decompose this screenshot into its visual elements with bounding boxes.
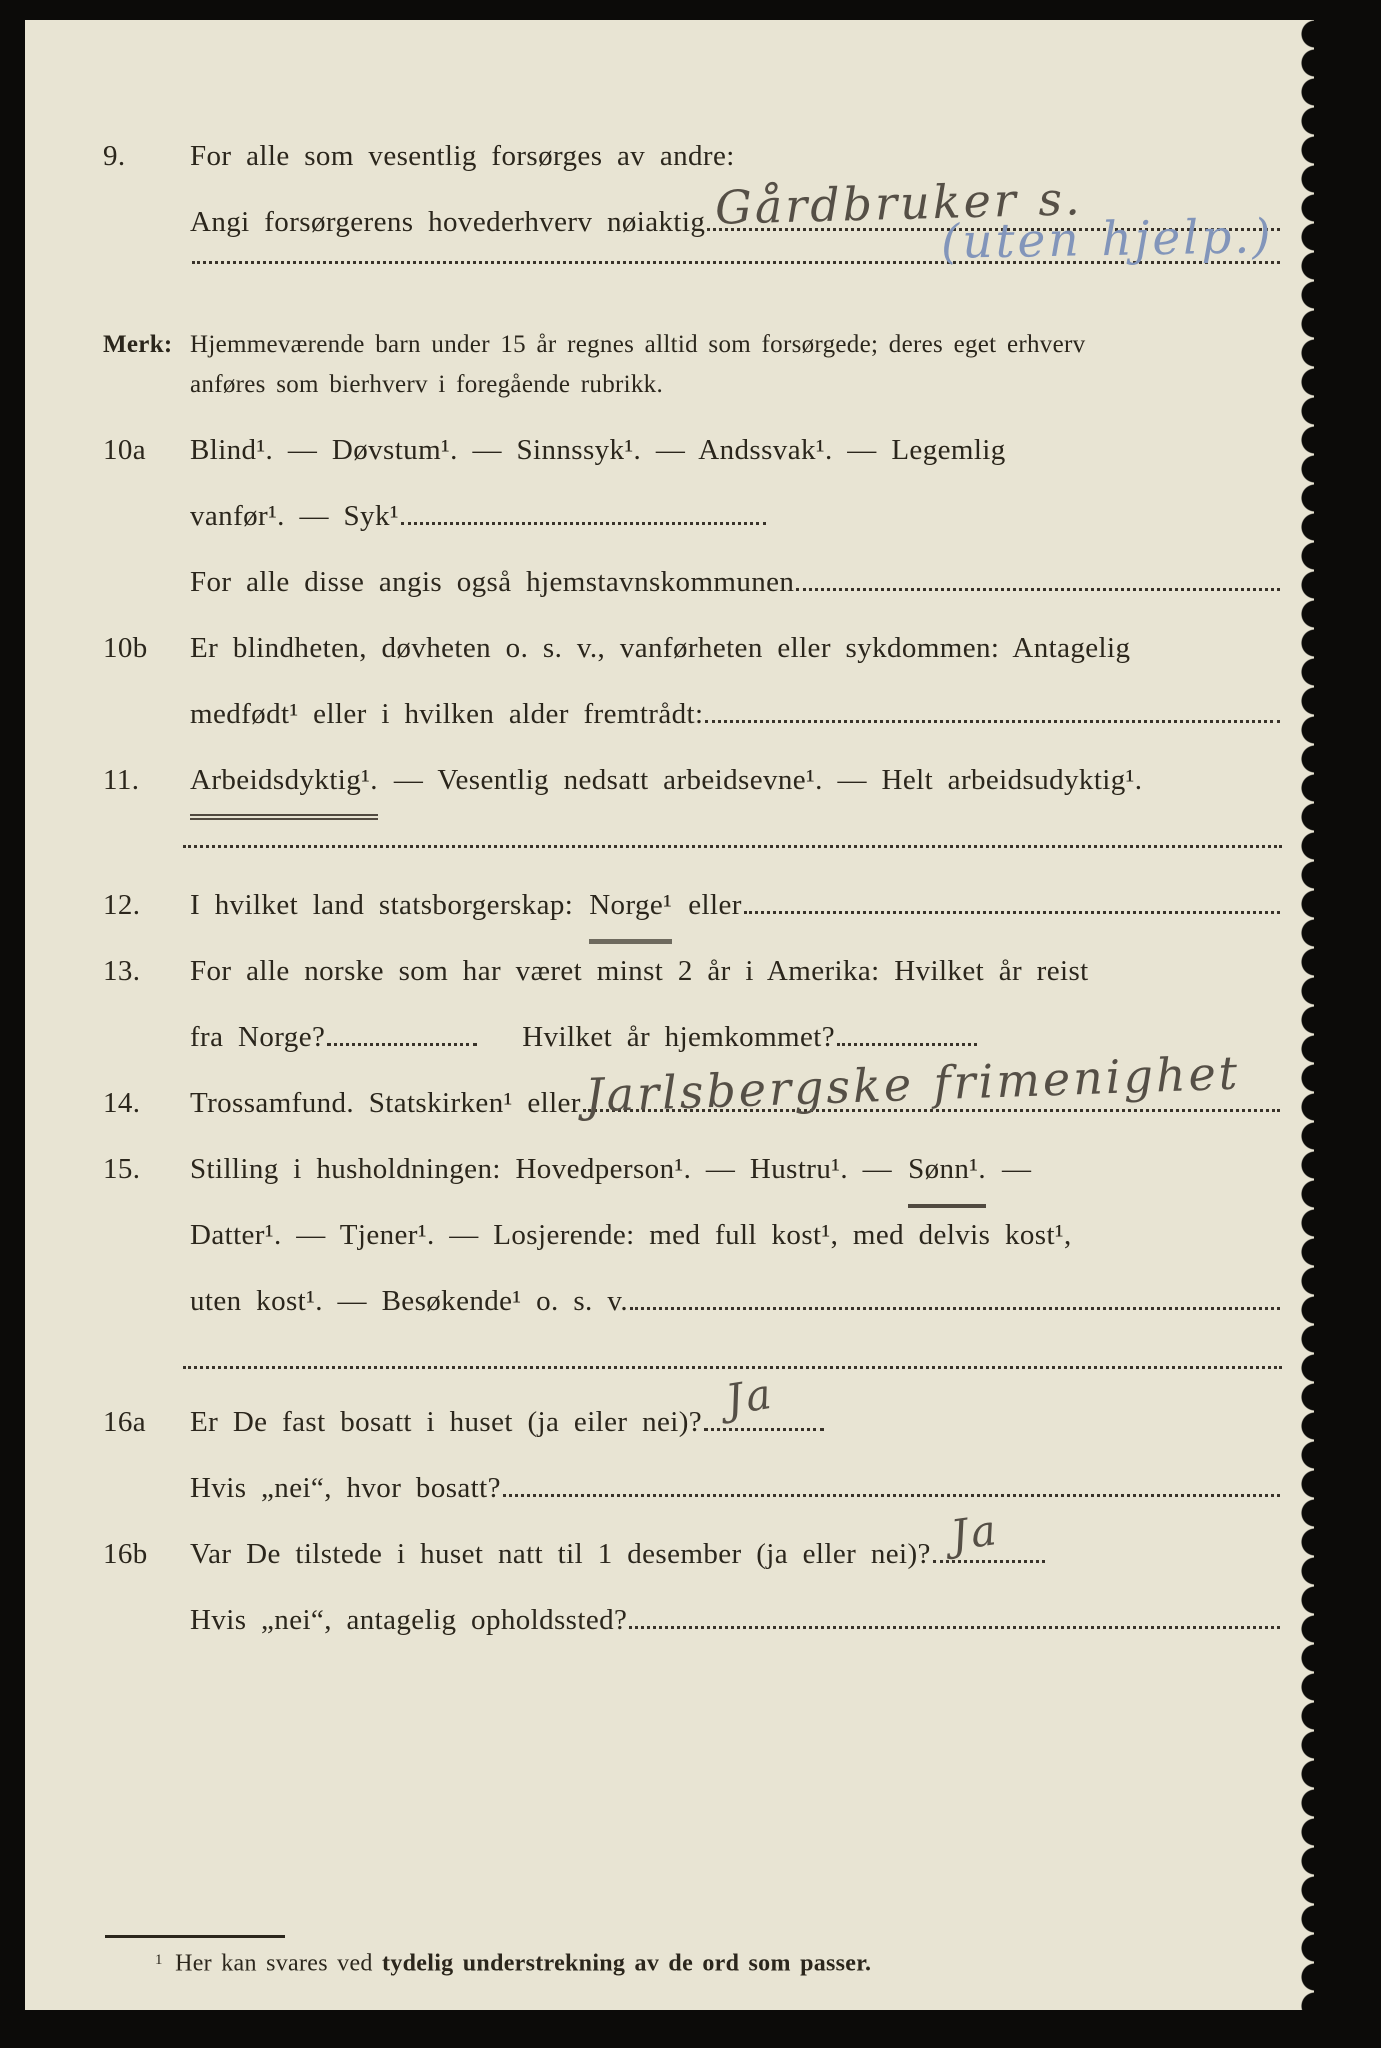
question-15: [103, 1136, 1282, 1334]
form-content: [25, 20, 1314, 1986]
question-10b-line-1: [103, 615, 1282, 681]
underlined-choice-arbeidsdyktig: Arbeidsdyktig¹.: [190, 747, 378, 820]
note-text: [190, 325, 1085, 405]
question-15-line-1: [103, 1136, 1282, 1202]
question-text: fra Norge?: [190, 1021, 326, 1053]
question-text: eller: [688, 889, 742, 921]
question-14-line-1: [103, 1045, 1282, 1136]
question-number: 16a: [103, 1406, 147, 1438]
question-10a-line-3: [103, 549, 1282, 615]
question-10a: [103, 417, 1282, 615]
question-text: Hvilket år hjemkommet?: [522, 1021, 835, 1053]
question-16b: [103, 1504, 1282, 1653]
question-number: 11.: [103, 764, 140, 796]
note-merk: [103, 325, 1282, 405]
question-14: [103, 1045, 1282, 1136]
question-text: Hvis „nei“, antagelig opholdssted?: [190, 1604, 628, 1636]
perforated-edge: [1288, 20, 1315, 2010]
question-text: For alle disse angis også hjemstavnskommunen: [190, 566, 795, 598]
answer-line: [401, 516, 766, 525]
footnote-text-bold: tydelig understrekning av de ord som passer.: [382, 1950, 872, 1977]
handwritten-answer-ja: Ja: [722, 1368, 778, 1425]
underlined-choice-sonn: Sønn¹.: [908, 1136, 986, 1208]
footnote-marker: 1: [155, 1952, 163, 1968]
question-12: [103, 872, 1282, 938]
footnote-text: [103, 1938, 1282, 1986]
underlined-choice-norge: Norge¹: [589, 872, 672, 944]
question-text: Blind¹. — Døvstum¹. — Sinnssyk¹. — Andssvak¹. — Legemlig: [190, 434, 1006, 466]
question-10b: [103, 615, 1282, 747]
note-text-line-2: anføres som bierhverv i foregående rubrikk.: [190, 371, 664, 398]
question-number: 12.: [103, 889, 141, 921]
question-16b-line-1: [103, 1504, 1282, 1587]
question-text: medfødt¹ eller i hvilken alder fremtrådt:: [190, 698, 704, 730]
handwritten-denomination: Jarlsbergske frimenighet: [584, 1045, 1241, 1123]
question-text: For alle norske som har været minst 2 år i Amerika: Hvilket år reist: [190, 955, 1089, 987]
question-text: — Vesentlig nedsatt arbeidsevne¹. — Helt arbeidsudyktig¹.: [393, 764, 1143, 796]
question-text: Trossamfund. Statskirken¹ eller: [190, 1087, 581, 1119]
handwritten-answer-ja: Ja: [947, 1504, 1002, 1561]
answer-line: [503, 1488, 1280, 1497]
answer-line: [837, 1037, 977, 1046]
question-number: 13.: [103, 955, 141, 987]
question-10a-line-2: [103, 483, 1282, 549]
question-text: Var De tilstede i huset natt til 1 desember (ja eller nei)?: [190, 1538, 931, 1570]
question-10a-line-1: [103, 417, 1282, 483]
answer-line: [583, 1045, 1280, 1123]
question-text: I hvilket land statsborgerskap:: [190, 889, 574, 921]
answer-line: [630, 1301, 1280, 1310]
question-16a-line-2: [103, 1455, 1282, 1521]
answer-line: [705, 714, 1280, 723]
question-text: Hvis „nei“, hvor bosatt?: [190, 1472, 501, 1504]
question-text: vanfør¹. — Syk¹: [190, 500, 399, 532]
section-divider-line: [183, 845, 1282, 848]
census-form-page: [25, 20, 1314, 2010]
question-13-line-1: [103, 938, 1282, 1004]
question-text: Stilling i husholdningen: Hovedperson¹. — Hustru¹. —: [190, 1153, 893, 1185]
question-number: 10a: [103, 434, 147, 466]
handwritten-occupation-note: (uten hjelp.): [940, 209, 1275, 270]
question-10b-line-2: [103, 681, 1282, 747]
question-text: Er blindheten, døvheten o. s. v., vanførheten eller sykdommen: Antagelig: [190, 632, 1131, 664]
note-text-line-1: Hjemmeværende barn under 15 år regnes alltid som forsørgede; deres eget erhverv: [190, 331, 1086, 358]
handwritten-occupation: Gårdbruker s.: [714, 171, 1084, 235]
question-15-line-2: [103, 1202, 1282, 1268]
question-9: [103, 123, 1282, 321]
answer-line: [704, 1368, 824, 1431]
answer-line: [796, 582, 1280, 591]
footnote-text-normal: Her kan svares ved: [175, 1950, 373, 1977]
footnote: [103, 1935, 1282, 1986]
note-label: Merk:: [103, 331, 173, 358]
question-16a-line-1: [103, 1368, 1282, 1455]
answer-line: [629, 1620, 1280, 1629]
question-number: 16b: [103, 1538, 148, 1570]
question-text: Er De fast bosatt i huset (ja eiler nei)?: [190, 1406, 703, 1438]
answer-line: [933, 1504, 1045, 1563]
question-text: Angi forsørgerens hovederhverv nøiaktig: [190, 206, 706, 238]
question-number: 14.: [103, 1087, 141, 1119]
question-number: 9.: [103, 140, 126, 172]
question-16a: [103, 1368, 1282, 1521]
answer-line: [744, 905, 1280, 914]
question-15-line-3: [103, 1268, 1282, 1334]
question-11: [103, 747, 1282, 813]
question-text: uten kost¹. — Besøkende¹ o. s. v.: [190, 1285, 629, 1317]
question-text: Datter¹. — Tjener¹. — Losjerende: med full kost¹, med delvis kost¹,: [190, 1219, 1072, 1251]
question-text: —: [1002, 1153, 1032, 1185]
answer-line: [327, 1037, 477, 1046]
question-number: 10b: [103, 632, 148, 664]
question-11-line-1: [103, 747, 1282, 813]
question-16b-line-2: [103, 1587, 1282, 1653]
question-number: 15.: [103, 1153, 141, 1185]
question-text: For alle som vesentlig forsørges av andre:: [190, 140, 735, 172]
question-9-line-1: [103, 123, 1282, 189]
question-12-line-1: [103, 872, 1282, 938]
